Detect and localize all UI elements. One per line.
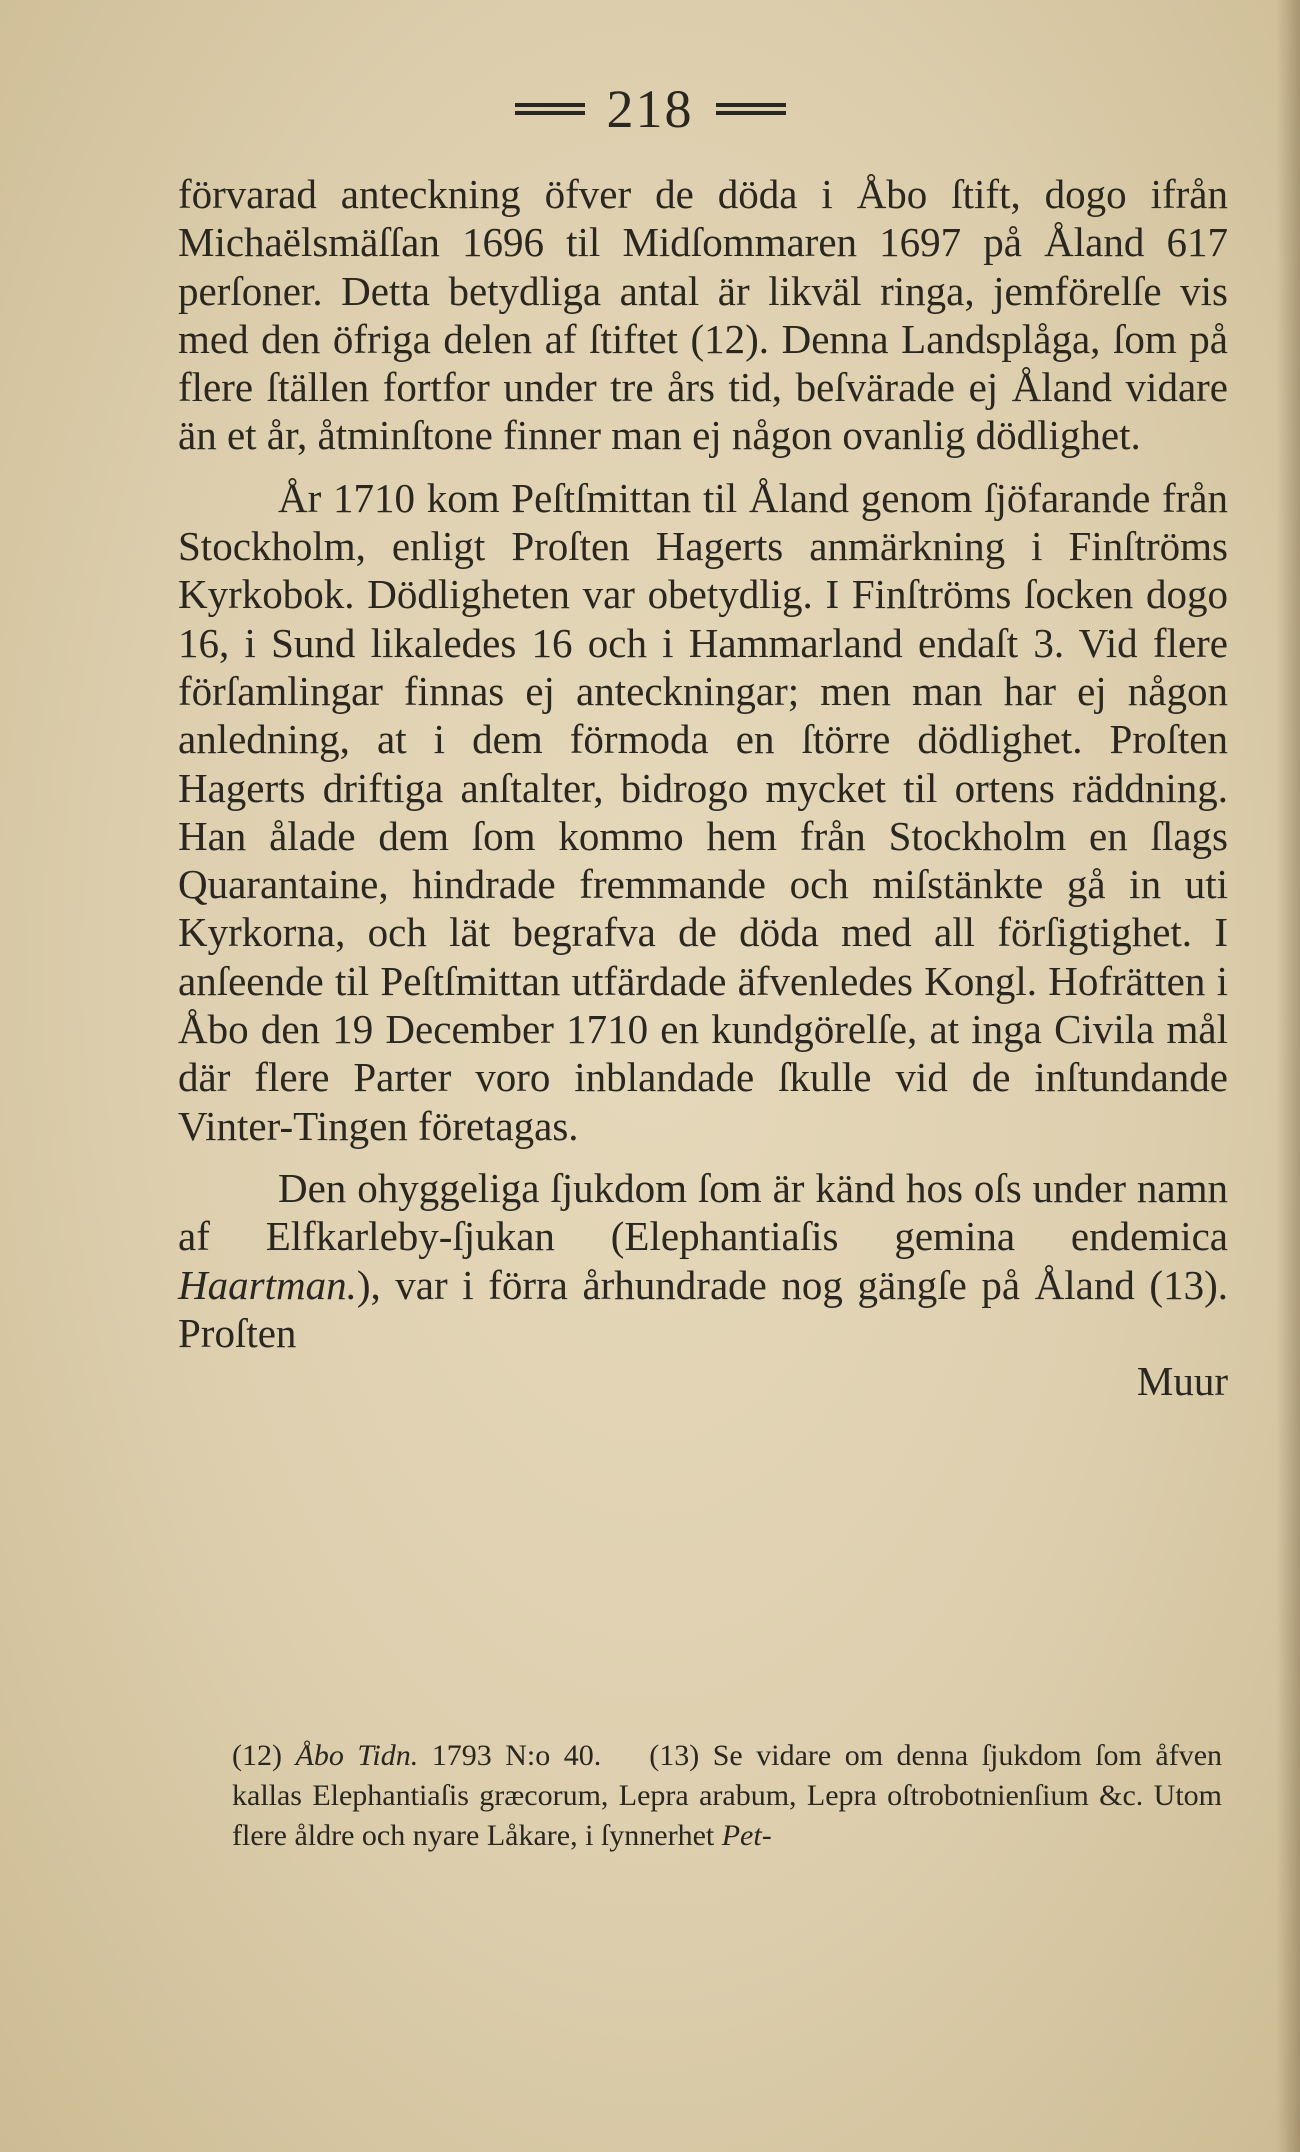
body-text bbox=[178, 170, 1228, 1405]
page-header bbox=[0, 78, 1300, 140]
page-number: 218 bbox=[606, 79, 694, 139]
paragraph-3-italic-author: Haartman. bbox=[178, 1261, 357, 1308]
paragraph-3-text-a: Den ohyggeliga ſjukdom ſom är känd hos oſs under namn af Elfkarleby-ſjukan (Elephantiaſis gemina endemica bbox=[178, 1164, 1228, 1260]
page-edge-shadow bbox=[1276, 0, 1300, 2152]
paragraph-1: förvarad anteckning öfver de döda i Åbo ſtift, dogo ifrån Michaëlsmäſſan 1696 til Midſommaren 1697 på Åland 617 perſoner. Detta betydliga antal är likväl ringa, jemförelſe vis med den öfriga delen af ſtiftet (12). Denna Landsplåga, ſom på flere ſtällen fortfor under tre års tid, beſvärade ej Åland vidare än et år, åtminſtone finner man ej någon ovanlig dödlighet. bbox=[178, 171, 1228, 459]
footnotes bbox=[232, 1736, 1222, 1856]
footnote-13-text: (13) Se vidare om denna ſjukdom ſom åfven kallas Elephantiaſis græcorum, Lepra arabum, Lepra oſtrobotnienſium &c. Utom flere åldre och nyare Låkare, i ſynnerhet bbox=[232, 1739, 1223, 1852]
footnote-12-rest: 1793 N:o 40. bbox=[431, 1739, 602, 1772]
header-rule-left bbox=[515, 103, 585, 115]
paragraph-2: År 1710 kom Peſtſmittan til Åland genom ſjöfarande från Stockholm, enligt Proſten Hagerts anmärkning i Finſtröms Kyrkobok. Dödligheten var obetydlig. I Finſtröms ſocken dogo 16, i Sund likaledes 16 och i Hammarland endaſt 3. Vid flere förſamlingar finnas ej anteckningar; men man har ej någon anledning, at i dem förmoda en ſtörre dödlighet. Proſten Hagerts driftiga anſtalter, bidrogo mycket til ortens räddning. Han ålade dem ſom kommo hem från Stockholm en ſlags Quarantaine, hindrade fremmande och miſstänkte gå in uti Kyrkorna, och lät begrafva de döda med all förſigtighet. I anſeende til Peſtſmittan utfärdade äfvenledes Kongl. Hofrätten i Åbo den 19 December 1710 en kundgörelſe, at inga Civila mål där flere Parter voro inblandade ſkulle vid de inſtundande Vinter-Tingen företagas. bbox=[178, 474, 1228, 1149]
header-rule-right bbox=[716, 103, 786, 115]
footnote-12-marker: (12) bbox=[232, 1739, 282, 1772]
paragraph-3 bbox=[178, 1164, 1228, 1357]
footnote-12 bbox=[232, 1739, 601, 1772]
paragraph-3-text-b: ), var i förra århundrade nog gängſe på Åland (13). Proſten bbox=[178, 1261, 1228, 1356]
catchword: Muur bbox=[1136, 1358, 1228, 1405]
footnote-12-source: Åbo Tidn. bbox=[295, 1739, 419, 1772]
footnote-13-last: Pet- bbox=[721, 1819, 772, 1852]
